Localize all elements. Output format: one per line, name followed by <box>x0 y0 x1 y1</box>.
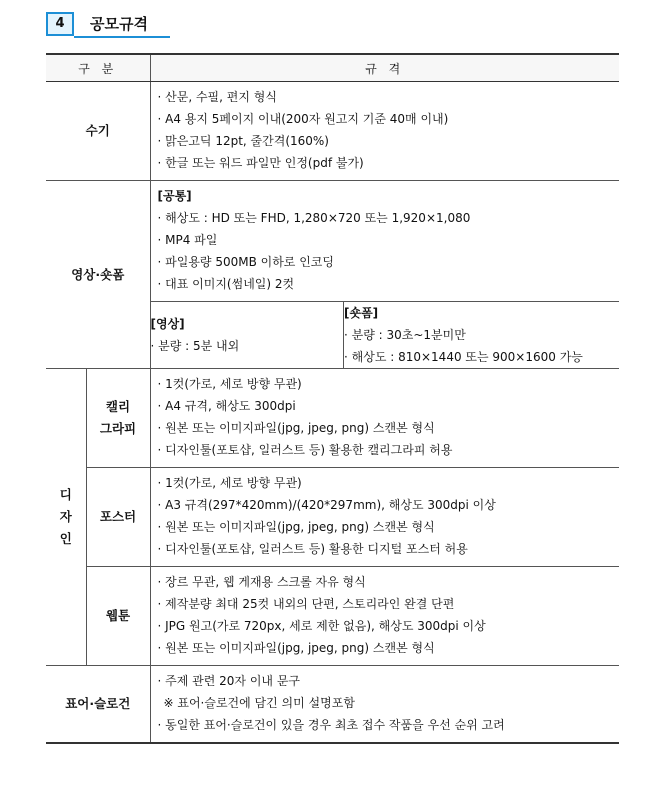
list-item: · 해상도 : HD 또는 FHD, 1,280×720 또는 1,920×1,080 <box>158 207 620 229</box>
list-item: · 제작분량 최대 25컷 내외의 단편, 스토리라인 완결 단편 <box>158 593 620 615</box>
list-item: · 원본 또는 이미지파일(jpg, jpeg, png) 스캔본 형식 <box>158 417 620 439</box>
video-short-form <box>344 302 620 368</box>
list-item: · MP4 파일 <box>158 229 620 251</box>
slogan-note: ※ 표어·슬로건에 담긴 의미 설명포함 <box>163 696 355 710</box>
list-handwriting <box>158 86 620 174</box>
list-calligraphy <box>158 373 620 461</box>
list-item: · 주제 관련 20자 이내 문구 <box>158 670 620 692</box>
spec-handwriting <box>150 82 619 181</box>
short-title: [숏폼] <box>344 306 379 320</box>
spec-webtoon <box>150 567 619 666</box>
row-video <box>46 181 619 369</box>
video-title: [영상] <box>150 317 185 331</box>
category-video: 영상·숏폼 <box>46 181 150 369</box>
list-item: · A4 용지 5페이지 이내(200자 원고지 기준 40매 이내) <box>158 108 620 130</box>
section-title: 공모규격 <box>90 15 148 33</box>
list-item: · 한글 또는 워드 파일만 인정(pdf 불가) <box>158 152 620 174</box>
section-number-box: 4 <box>46 12 74 36</box>
row-poster <box>46 468 619 567</box>
list-item: · 동일한 표어·슬로건이 있을 경우 최초 접수 작품을 우선 순위 고려 <box>158 714 620 736</box>
list-item: · 1컷(가로, 세로 방향 무관) <box>158 373 620 395</box>
list-item: · 맑은고딕 12pt, 줄간격(160%) <box>158 130 620 152</box>
calligraphy-label-line: 그라피 <box>99 421 137 436</box>
video-split <box>151 302 620 368</box>
list-item: · A4 규격, 해상도 300dpi <box>158 395 620 417</box>
spec-table <box>46 53 619 744</box>
video-common <box>151 181 620 302</box>
list-item: · 해상도 : 810×1440 또는 900×1600 가능 <box>344 346 619 368</box>
list-item: · 산문, 수필, 편지 형식 <box>158 86 620 108</box>
list-video <box>151 335 344 357</box>
video-common-title: [공통] <box>157 189 192 203</box>
list-item: · 파일용량 500MB 이하로 인코딩 <box>158 251 620 273</box>
video-long-form <box>151 302 344 368</box>
list-slogan-2 <box>158 714 620 736</box>
list-item: · 원본 또는 이미지파일(jpg, jpeg, png) 스캔본 형식 <box>158 516 620 538</box>
spec-calligraphy <box>150 369 619 468</box>
row-slogan <box>46 666 619 744</box>
header-category: 구 분 <box>46 54 150 82</box>
calligraphy-label-line: 캘리 <box>105 399 131 414</box>
category-webtoon: 웹툰 <box>86 567 150 666</box>
design-label-char: 디 <box>59 487 72 502</box>
list-item: · 대표 이미지(썸네일) 2컷 <box>158 273 620 295</box>
list-item: · 원본 또는 이미지파일(jpg, jpeg, png) 스캔본 형식 <box>158 637 620 659</box>
list-item: · 디자인툴(포토샵, 일러스트 등) 활용한 디지털 포스터 허용 <box>158 538 620 560</box>
list-short <box>344 324 619 368</box>
spec-slogan <box>150 666 619 744</box>
list-item: · 디자인툴(포토샵, 일러스트 등) 활용한 캘리그라피 허용 <box>158 439 620 461</box>
category-slogan: 표어·슬로건 <box>46 666 150 744</box>
list-item: · 분량 : 30초~1분미만 <box>344 324 619 346</box>
list-video-common <box>158 207 620 295</box>
header-spec: 규 격 <box>150 54 619 82</box>
row-calligraphy <box>46 369 619 468</box>
row-handwriting <box>46 82 619 181</box>
section-title-underline <box>74 36 170 38</box>
list-item: · 1컷(가로, 세로 방향 무관) <box>158 472 620 494</box>
spec-video <box>150 181 619 369</box>
category-calligraphy <box>86 369 150 468</box>
row-webtoon <box>46 567 619 666</box>
list-item: · A3 규격(297*420mm)/(420*297mm), 해상도 300dpi 이상 <box>158 494 620 516</box>
list-item: · 분량 : 5분 내외 <box>151 335 344 357</box>
list-item: · JPG 원고(가로 720px, 세로 제한 없음), 해상도 300dpi 이상 <box>158 615 620 637</box>
list-poster <box>158 472 620 560</box>
list-webtoon <box>158 571 620 659</box>
category-design <box>46 369 86 666</box>
design-label-char: 인 <box>59 531 72 546</box>
category-handwriting: 수기 <box>46 82 150 181</box>
spec-poster <box>150 468 619 567</box>
list-slogan <box>158 670 620 692</box>
design-label-char: 자 <box>59 509 72 524</box>
list-item: · 장르 무관, 웹 게재용 스크롤 자유 형식 <box>158 571 620 593</box>
category-poster: 포스터 <box>86 468 150 567</box>
